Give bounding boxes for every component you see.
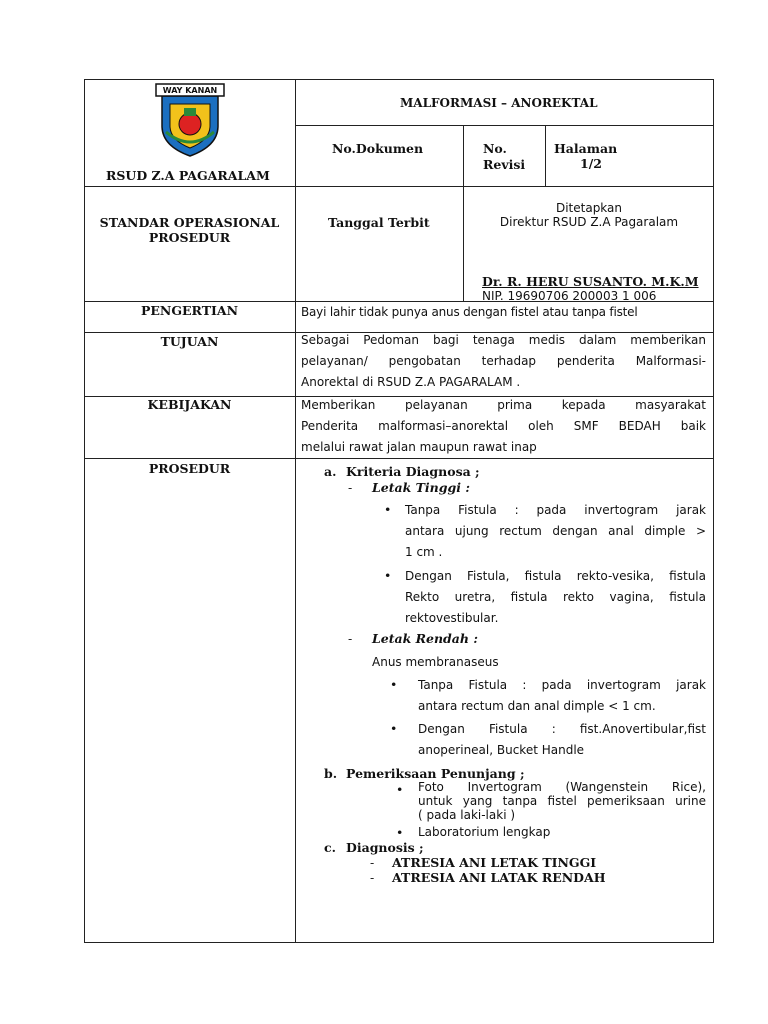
section-a-title: Kriteria Diagnosa ; <box>346 464 480 479</box>
diagnosis-2: ATRESIA ANI LATAK RENDAH <box>392 870 606 885</box>
tujuan-label: TUJUAN <box>160 334 219 349</box>
section-c-title: Diagnosis ; <box>346 840 424 855</box>
tinggi-item-2: Dengan Fistula, fistula rekto-vesika, fistula Rekto uretra, fistula rekto vagina, fistula rektovestibular. <box>405 569 706 625</box>
way-kanan-logo <box>150 82 230 158</box>
dash-marker: - <box>370 870 375 885</box>
column-divider <box>295 79 296 943</box>
letak-tinggi-title: Letak Tinggi : <box>372 480 470 495</box>
dash-marker: - <box>348 631 353 646</box>
bullet-icon: • <box>396 782 404 797</box>
signer-nip: NIP. 19690706 200003 1 006 <box>482 289 657 303</box>
row-divider <box>295 125 714 126</box>
section-c-label: c. <box>324 840 336 855</box>
bullet-icon: • <box>384 568 392 583</box>
pengertian-label: PENGERTIAN <box>141 303 238 318</box>
penunjang-item-2: Laboratorium lengkap <box>418 825 551 839</box>
hospital-name: RSUD Z.A PAGARALAM <box>106 168 270 183</box>
dash-marker: - <box>348 480 353 495</box>
dash-marker: - <box>370 855 375 870</box>
document-title: MALFORMASI – ANOREKTAL <box>400 96 598 110</box>
tujuan-text: Sebagai Pedoman bagi tenaga medis dalam memberikan pelayanan/ pengobatan terhadap penderita Malformasi- Anorektal di RSUD Z.A PAGARALAM . <box>301 333 706 389</box>
letak-rendah-title: Letak Rendah : <box>372 631 478 646</box>
row-divider <box>84 186 714 187</box>
prosedur-label: PROSEDUR <box>148 461 231 476</box>
bullet-icon: • <box>390 721 398 736</box>
bullet-icon: • <box>396 825 404 840</box>
kebijakan-text: Memberikan pelayanan prima kepada masyarakat Penderita malformasi–anorektal oleh SMF BEDAH baik melalui rawat jalan maupun rawat inap <box>301 398 706 454</box>
pengertian-text: Bayi lahir tidak punya anus dengan fistel atau tanpa fistel <box>301 305 638 319</box>
svg-text:WAY KANAN: WAY KANAN <box>162 86 218 95</box>
section-b-label: b. <box>324 766 338 781</box>
page-value: 1/2 <box>580 156 602 171</box>
rendah-item-2: Dengan Fistula : fist.Anovertibular,fist anoperineal, Bucket Handle <box>418 722 706 757</box>
revision-label-1: No. <box>483 141 507 156</box>
signer-name: Dr. R. HERU SUSANTO. M.K.M <box>482 274 699 289</box>
diagnosis-1: ATRESIA ANI LETAK TINGGI <box>392 855 597 870</box>
section-a-label: a. <box>324 464 337 479</box>
revision-label-2: Revisi <box>483 157 526 172</box>
approved-label: Ditetapkan <box>555 201 623 215</box>
section-b-title: Pemeriksaan Penunjang ; <box>346 766 525 781</box>
issue-date-label: Tanggal Terbit <box>328 215 430 230</box>
rendah-item-1: Tanpa Fistula : pada invertogram jarak antara rectum dan anal dimple < 1 cm. <box>418 678 706 713</box>
sop-title-2: PROSEDUR <box>148 230 231 245</box>
bullet-icon: • <box>390 677 398 692</box>
sop-title-1: STANDAR OPERASIONAL <box>99 215 280 230</box>
kebijakan-label: KEBIJAKAN <box>147 397 232 412</box>
column-divider <box>545 125 546 186</box>
row-divider <box>84 458 714 459</box>
page-label: Halaman <box>554 141 618 156</box>
penunjang-item-1: Foto Invertogram (Wangenstein Rice), untuk yang tanpa fistel pemeriksaan urine ( pada laki-laki ) <box>418 780 706 822</box>
bullet-icon: • <box>384 502 392 517</box>
tinggi-item-1: Tanpa Fistula : pada invertogram jarak antara ujung rectum dengan anal dimple > 1 cm . <box>405 503 706 559</box>
rendah-intro: Anus membranaseus <box>372 655 499 669</box>
doc-number-label: No.Dokumen <box>332 141 424 156</box>
director-title: Direktur RSUD Z.A Pagaralam <box>499 215 679 229</box>
